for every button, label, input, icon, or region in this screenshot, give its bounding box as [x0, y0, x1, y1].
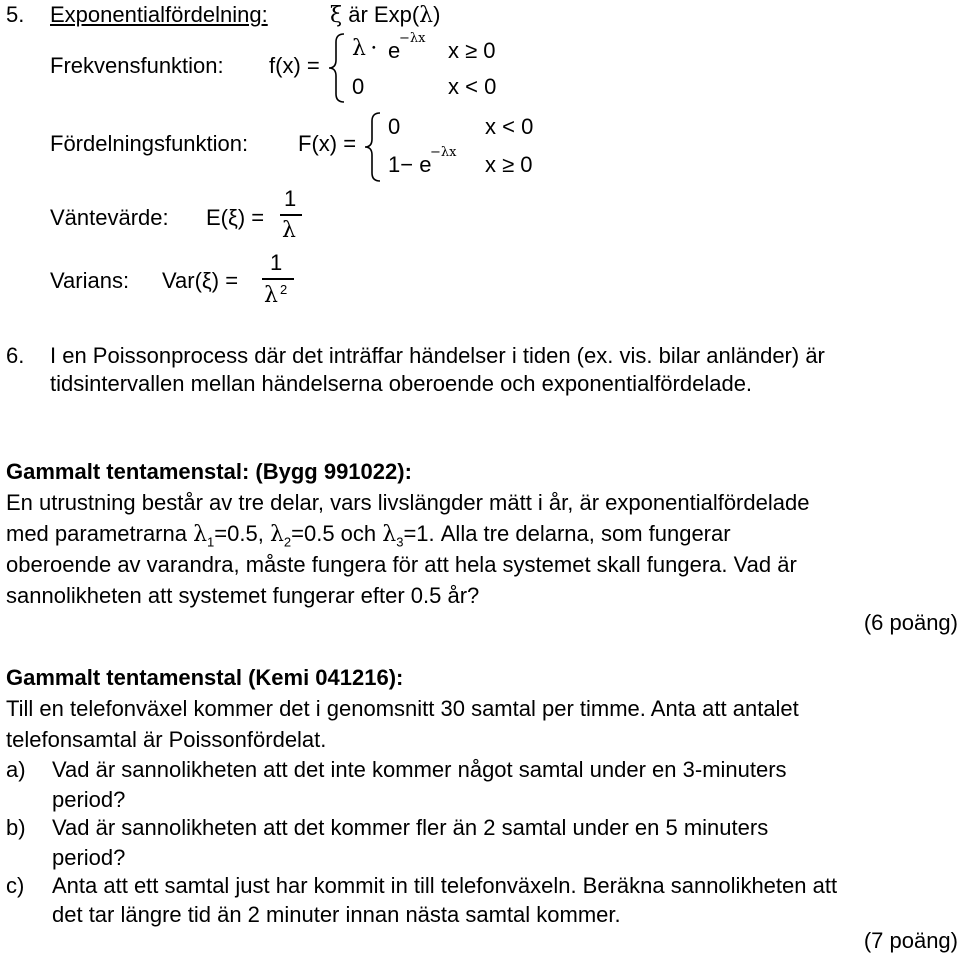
pdf-exponent: −λx: [399, 31, 426, 46]
cdf-cond-2: x ≥ 0: [485, 152, 533, 177]
section-5-number: 5.: [6, 2, 25, 27]
exam-2-a-line-2: period?: [52, 787, 126, 812]
exam-2-b-line-2: period?: [52, 845, 126, 870]
exam-2-a-label: a): [6, 757, 26, 782]
cdf-value-1: 0: [388, 114, 401, 139]
cdf-lhs: F(x) =: [298, 131, 357, 156]
exam-1-heading: Gammalt tentamenstal: (Bygg 991022):: [6, 459, 412, 484]
exam-2-line-2: telefonsamtal är Poissonfördelat.: [6, 727, 327, 752]
mean-label: Väntevärde:: [50, 205, 169, 230]
cdf-label: Fördelningsfunktion:: [50, 131, 249, 156]
pdf-cond-2: x < 0: [448, 74, 497, 99]
exam-1-line-2: med parametrarna $\lambda_1=0.5$, $\lambda_2=0.5$ och $\lambda_3=1$. Alla tre delarna, som fungerar: [6, 521, 731, 550]
exam-2-a-line-1: Vad är sannolikheten att det inte kommer något samtal under en 3-minuters: [52, 757, 787, 782]
exam-2-points: (7 poäng): [863, 928, 958, 953]
exam-1-line-1: En utrustning består av tre delar, vars livslängder mätt i år, är exponentialfördelade: [6, 490, 810, 515]
pdf-value-2: 0: [352, 74, 365, 99]
exam-2-b-line-1: Vad är sannolikheten att det kommer fler än 2 samtal under en 5 minuters: [52, 815, 769, 840]
distribution-statement: ξ är Exp(λ): [330, 2, 441, 28]
pdf-lambda: λ: [352, 36, 366, 61]
exam-2-b-label: b): [6, 815, 26, 840]
section-6-line-1: I en Poissonprocess där det inträffar händelser i tiden (ex. vis. bilar anländer) är: [50, 343, 825, 368]
exam-2-c-line-2: det tar längre tid än 2 minuter innan nästa samtal kommer.: [52, 902, 621, 927]
pdf-cond-1: x ≥ 0: [448, 38, 496, 63]
exam-2-c-label: c): [6, 873, 25, 898]
variance-den-exponent: 2: [280, 282, 288, 297]
pdf-e: e: [388, 38, 401, 63]
variance-label: Varians:: [50, 268, 130, 293]
cdf-cond-1: x < 0: [485, 114, 534, 139]
section-6-number: 6.: [6, 343, 25, 368]
cdf-exponent: −λx: [430, 145, 457, 160]
exam-1-points: (6 poäng): [863, 610, 958, 635]
section-6-line-2: tidsintervallen mellan händelserna oberoende och exponentialfördelade.: [50, 371, 753, 396]
exam-1-line-4: sannolikheten att systemet fungerar efter 0.5 år?: [6, 583, 480, 608]
mean-fraction-bar: [280, 214, 302, 216]
pdf-brace: [326, 32, 348, 104]
exam-2-heading: Gammalt tentamenstal (Kemi 041216):: [6, 665, 404, 690]
mean-denominator: λ: [282, 218, 296, 243]
exam-2-line-1: Till en telefonväxel kommer det i genomsnitt 30 samtal per timme. Anta att antalet: [6, 696, 799, 721]
exam-2-c-line-1: Anta att ett samtal just har kommit in till telefonväxeln. Beräkna sannolikheten att: [52, 873, 838, 898]
cdf-value-2: 1− e: [388, 152, 432, 177]
exam-1-line-3: oberoende av varandra, måste fungera för att hela systemet skall fungera. Vad är: [6, 552, 797, 577]
pdf-dot: ⋅: [370, 36, 378, 61]
variance-numerator: 1: [270, 250, 283, 275]
pdf-label: Frekvensfunktion:: [50, 53, 224, 78]
variance-denominator: λ: [264, 283, 278, 308]
variance-fraction-bar: [262, 278, 294, 280]
section-5-title: Exponentialfördelning:: [50, 2, 268, 27]
cdf-brace: [362, 111, 384, 183]
mean-lhs: E(ξ) =: [206, 205, 265, 230]
pdf-lhs: f(x) =: [269, 53, 320, 78]
mean-numerator: 1: [284, 186, 297, 211]
variance-lhs: Var(ξ) =: [162, 268, 239, 293]
